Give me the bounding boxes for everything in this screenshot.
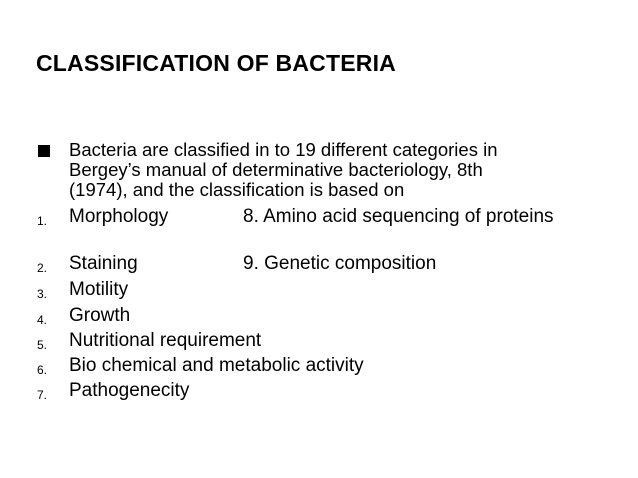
list-text: Bio chemical and metabolic activity	[69, 355, 364, 376]
list-number: 6.	[37, 363, 48, 377]
intro-line-1: Bacteria are classified in to 19 different categories in	[69, 139, 498, 160]
list-number: 2.	[37, 261, 48, 275]
list-text: Motility	[69, 279, 129, 300]
list-number: 5.	[37, 338, 48, 352]
list-number: 7.	[37, 388, 48, 402]
list-text-column2: 8. Amino acid sequencing of proteins	[243, 206, 554, 227]
slide-title: CLASSIFICATION OF BACTERIA	[36, 50, 396, 76]
intro-text	[69, 140, 629, 200]
list-text: Pathogenecity	[69, 380, 190, 401]
list-text: Growth	[69, 305, 131, 326]
list-text-column2: 9. Genetic composition	[243, 253, 437, 274]
intro-line-3: (1974), and the classification is based on	[69, 179, 405, 200]
list-text: Nutritional requirement	[69, 330, 262, 351]
square-bullet-icon	[38, 145, 50, 157]
list-number: 4.	[37, 313, 48, 327]
list-number: 1.	[37, 214, 48, 228]
list-number: 3.	[37, 287, 48, 301]
list-text: Staining	[69, 253, 138, 274]
list-text: Morphology	[69, 206, 169, 227]
intro-line-2: Bergey’s manual of determinative bacteriology, 8th	[69, 159, 483, 180]
